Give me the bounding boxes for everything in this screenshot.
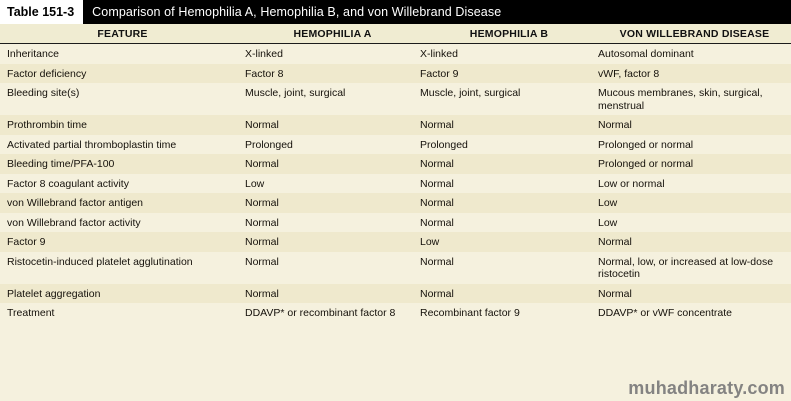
row-feature: Factor 9 [7,236,46,248]
row-vwd: Normal [598,119,632,131]
row-hemophilia-a: Normal [245,197,279,209]
row-hemophilia-a: Prolonged [245,138,293,151]
row-hemophilia-b: Normal [420,119,454,131]
row-vwd: Low or normal [598,177,665,190]
row-vwd: Normal [598,287,632,300]
row-feature: Bleeding time/PFA-100 [7,158,115,170]
row-hemophilia-a: Normal [245,255,279,268]
row-hemophilia-a: Low [245,177,265,190]
row-feature: Platelet aggregation [7,287,101,300]
table-row [0,213,791,233]
row-vwd: Low [598,197,618,209]
row-vwd: vWF, factor 8 [598,67,660,80]
row-feature: Activated partial thromboplastin time [7,138,177,151]
row-feature: Factor 8 coagulant activity [7,177,129,190]
row-hemophilia-b: Normal [420,287,454,300]
row-hemophilia-b: X-linked [420,48,458,60]
row-vwd: Low [598,216,618,229]
row-hemophilia-b: Recombinant factor 9 [420,307,520,319]
row-hemophilia-b: Normal [420,177,454,190]
row-hemophilia-a: Normal [245,236,279,248]
table-row [0,284,791,304]
row-feature: von Willebrand factor activity [7,216,141,229]
table-title-bar [0,0,791,24]
row-hemophilia-a: DDAVP* or recombinant factor 8 [245,307,396,319]
row-hemophilia-b: Normal [420,158,454,170]
row-vwd: Normal [598,236,632,248]
row-hemophilia-b: Normal [420,255,454,268]
column-header-hemophilia-a: HEMOPHILIA A [293,27,372,40]
row-vwd: Prolonged or normal [598,138,694,151]
row-hemophilia-a: X-linked [245,48,283,60]
row-hemophilia-a: Muscle, joint, surgical [245,87,346,99]
row-feature: Factor deficiency [7,67,87,80]
table-row [0,83,791,115]
column-header-von-willebrand-disease: VON WILLEBRAND DISEASE [619,27,770,40]
row-vwd: Normal, low, or increased at low-dose ristocetin [598,255,774,280]
row-hemophilia-a: Normal [245,119,279,131]
table-row [0,115,791,135]
table-row [0,303,791,323]
table-number: Table 151-3 [0,0,83,24]
watermark: muhadharaty.com [628,378,785,398]
table-row [0,252,791,284]
row-feature: Ristocetin-induced platelet agglutination [7,255,193,268]
row-vwd: DDAVP* or vWF concentrate [598,307,733,319]
row-hemophilia-b: Normal [420,216,454,229]
table-row [0,135,791,155]
table-row [0,154,791,174]
table-row [0,232,791,252]
row-feature: von Willebrand factor antigen [7,197,143,209]
row-vwd: Prolonged or normal [598,158,694,170]
row-vwd: Mucous membranes, skin, surgical, menstrual [598,87,763,112]
table-body [0,44,791,323]
table-row [0,44,791,64]
row-feature: Treatment [7,307,55,319]
table-title: Comparison of Hemophilia A, Hemophilia B, and von Willebrand Disease [92,5,502,19]
row-vwd: Autosomal dominant [598,48,694,60]
row-feature: Inheritance [7,48,59,60]
table-column-header-row [0,24,791,44]
row-hemophilia-b: Factor 9 [420,67,459,80]
row-feature: Bleeding site(s) [7,87,80,99]
row-feature: Prothrombin time [7,119,87,131]
row-hemophilia-b: Muscle, joint, surgical [420,87,521,99]
row-hemophilia-b: Low [420,236,440,248]
row-hemophilia-a: Normal [245,158,279,170]
row-hemophilia-a: Factor 8 [245,67,284,80]
column-header-hemophilia-b: HEMOPHILIA B [469,27,549,40]
column-header-feature: FEATURE [97,27,148,40]
row-hemophilia-b: Normal [420,197,454,209]
row-hemophilia-a: Normal [245,216,279,229]
table-row [0,174,791,194]
row-hemophilia-b: Prolonged [420,138,468,151]
row-hemophilia-a: Normal [245,287,279,300]
table-row [0,64,791,84]
table-row [0,193,791,213]
